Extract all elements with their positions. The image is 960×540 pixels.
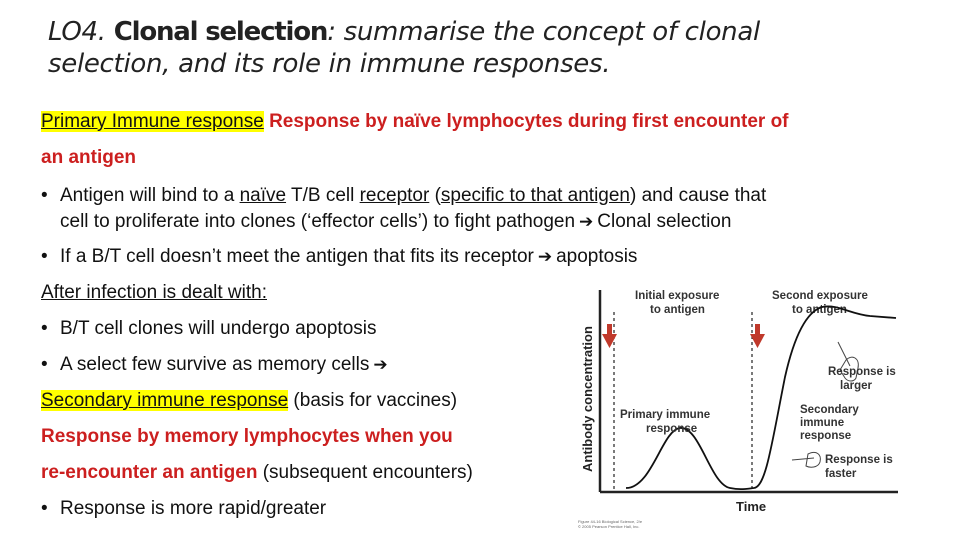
initial-exposure-label-2: to antigen [650, 304, 705, 316]
pointing-hand-icon [792, 452, 820, 467]
right-arrow-icon: ➔ [373, 355, 388, 374]
secondary-definition-line1: Response by memory lymphocytes when you [41, 426, 453, 447]
x-axis-label: Time [736, 499, 767, 514]
bullet-dot: • [41, 185, 48, 206]
primary-response-label: Primary Immune response [41, 111, 264, 132]
response-faster-label-2: faster [825, 468, 857, 480]
bullet-text: A select few survive as memory cells ➔ [60, 354, 388, 375]
primary-definition-text: Response by naïve lymphocytes during first encounter of [263, 111, 789, 132]
title-topic: Clonal selection [113, 17, 328, 47]
response-faster-label: Response is [825, 454, 893, 466]
primary-definition [41, 110, 789, 134]
primary-response-label-2: response [646, 423, 698, 435]
figure-credit-2: © 2005 Pearson Prentice Hall, Inc. [578, 524, 640, 529]
naive-word: naïve [239, 185, 287, 206]
bullet-text: Antigen will bind to a naïve T/B cell receptor (specific to that antigen) and cause that [60, 185, 767, 206]
page-title [48, 16, 808, 80]
bullet-text: B/T cell clones will undergo apoptosis [60, 318, 377, 339]
secondary-note: (basis for vaccines) [288, 390, 458, 411]
second-exposure-label: Second exposure [772, 290, 868, 302]
bullet-dot: • [41, 318, 48, 339]
receptor-word: receptor [359, 185, 430, 206]
right-arrow-icon: ➔ [537, 247, 553, 266]
y-axis-label: Antibody concentration [580, 326, 595, 472]
bullet-dot: • [41, 354, 48, 375]
title-code: LO4. [48, 17, 106, 47]
primary-response-curve [626, 428, 754, 489]
title-rest: : summarise the concept of clonal [327, 17, 760, 47]
second-exposure-label-2: to antigen [792, 304, 847, 316]
bullet-text-continued: cell to proliferate into clones (‘effector cells’) to fight pathogen ➔ Clonal selection [60, 211, 732, 232]
secondary-definition-line2: re-encounter an antigen (subsequent encounters) [41, 462, 473, 483]
secondary-response-label: Secondary immune response [41, 390, 289, 411]
title-line2: selection, and its role in immune responses. [48, 49, 611, 79]
bullet-dot: • [41, 246, 48, 267]
initial-exposure-label: Initial exposure [635, 290, 720, 302]
secondary-definition [41, 389, 457, 413]
response-larger-label-2: larger [840, 380, 872, 392]
bullet-text: Response is more rapid/greater [60, 498, 327, 519]
bullet-dot: • [41, 498, 48, 519]
figure-credit: Figure 44-16 Biological Science, 2/e [578, 519, 643, 524]
bullet-text: If a B/T cell doesn’t meet the antigen that fits its receptor ➔ apoptosis [60, 246, 638, 267]
specific-phrase: specific to that antigen [440, 185, 630, 206]
primary-response-label: Primary immune [620, 409, 711, 421]
response-larger-label: Response is [828, 366, 896, 378]
primary-definition-line2: an antigen [41, 147, 137, 168]
initial-exposure-arrow-icon [602, 324, 617, 348]
secondary-response-label: Secondary [800, 404, 859, 416]
after-infection-heading: After infection is dealt with: [41, 282, 267, 303]
right-arrow-icon: ➔ [579, 212, 594, 231]
secondary-response-label-3: response [800, 430, 852, 442]
secondary-response-label-2: immune [800, 417, 845, 429]
antibody-response-figure [570, 282, 910, 534]
